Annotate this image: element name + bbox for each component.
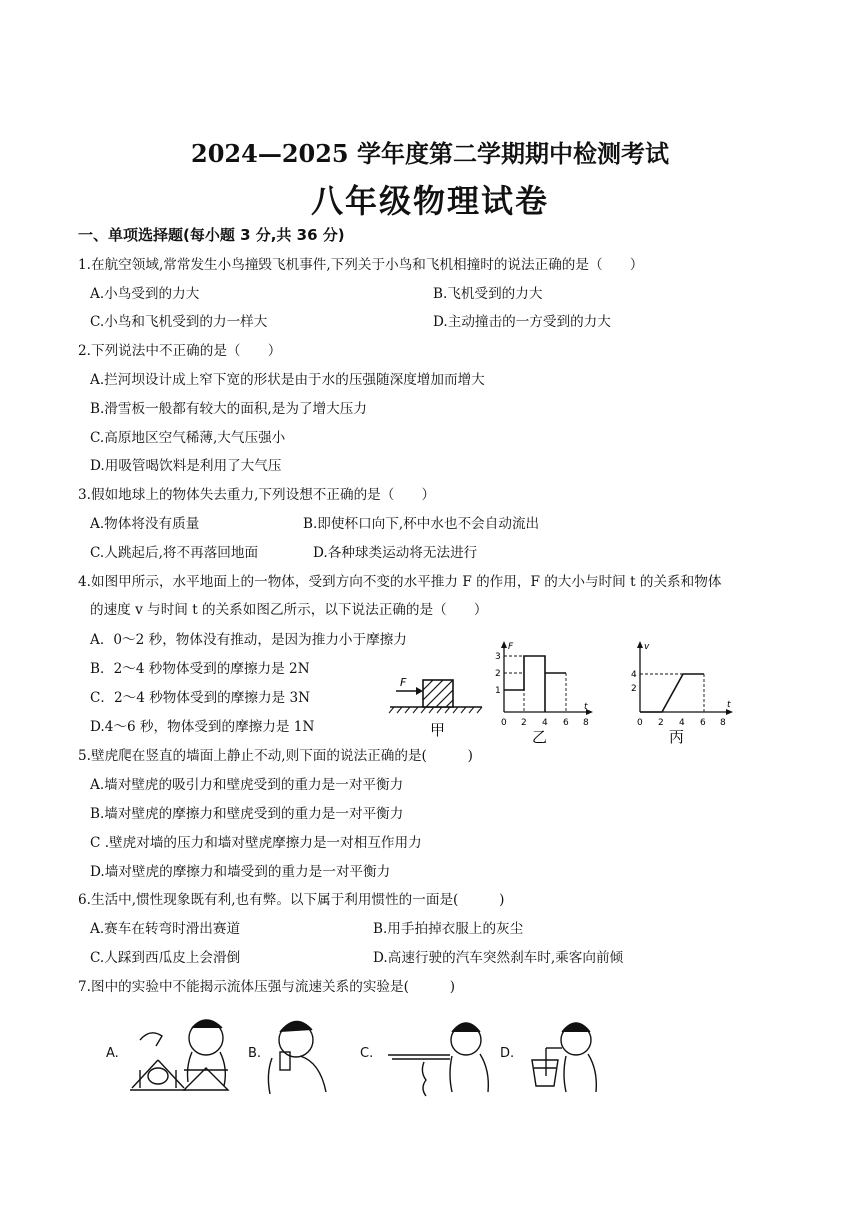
t-tick-6-b: 6 [700, 718, 706, 728]
q6-option-b: B.用手拍掉衣服上的灰尘 [373, 921, 524, 937]
q5-option-c: C .壁虎对墙的压力和墙对壁虎摩擦力是一对相互作用力 [90, 835, 422, 851]
figure-b-label: B. [248, 1046, 262, 1061]
f-tick-3: 3 [495, 652, 501, 662]
v-tick-2: 2 [631, 684, 637, 694]
q1-option-c: C.小鸟和飞机受到的力一样大 [90, 314, 268, 330]
t-tick-2-b: 2 [658, 718, 664, 728]
q1-option-b: B.飞机受到的力大 [433, 286, 543, 302]
exam-subtitle: 八年级物理试卷 [310, 182, 549, 220]
figure-bing-label: 丙 [669, 728, 685, 746]
q1-stem: 1.在航空领域,常常发生小鸟撞毁飞机事件,下列关于小鸟和飞机相撞时的说法正确的是（ ） [78, 257, 644, 273]
q6-stem: 6.生活中,惯性现象既有利,也有弊。以下属于利用惯性的一面是( ) [78, 892, 505, 908]
q2-stem: 2.下列说法中不正确的是（ ） [78, 343, 282, 359]
q7-figures [100, 1010, 620, 1100]
t-tick-0-b: 0 [637, 718, 643, 728]
figure-jia [389, 676, 482, 739]
force-label: F [400, 676, 407, 689]
figure-jia-label: 甲 [430, 721, 446, 739]
q2-option-b: B.滑雪板一般都有较大的面积,是为了增大压力 [90, 401, 367, 417]
q5-option-a: A.墙对壁虎的吸引力和壁虎受到的重力是一对平衡力 [90, 777, 404, 793]
q6-option-c: C.人踩到西瓜皮上会滑倒 [90, 950, 241, 966]
force-time-line [504, 656, 545, 712]
figure-yi [495, 641, 593, 746]
q6-option-a: A.赛车在转弯时滑出赛道 [90, 921, 241, 937]
v-tick-4: 4 [631, 670, 637, 680]
figure-c [360, 1023, 488, 1096]
q5-option-d: D.墙对壁虎的摩擦力和墙受到的重力是一对平衡力 [90, 864, 391, 880]
f-axis-label: F [508, 642, 514, 652]
q5-option-b: B.墙对壁虎的摩擦力和壁虎受到的重力是一对平衡力 [90, 806, 404, 822]
figure-d [500, 1023, 596, 1092]
q3-stem: 3.假如地球上的物体失去重力,下列设想不正确的是（ ） [78, 487, 436, 503]
velocity-time-line [640, 674, 704, 712]
q3-option-a: A.物体将没有质量 [90, 516, 200, 532]
q4-stem-line2: 的速度 v 与时间 t 的关系如图乙所示，以下说法正确的是（ ） [90, 602, 488, 618]
figure-d-label: D. [500, 1046, 515, 1061]
q4-option-d: D.4～6 秒，物体受到的摩擦力是 1N [90, 719, 315, 735]
q6-option-d: D.高速行驶的汽车突然刹车时,乘客向前倾 [373, 950, 624, 966]
t-tick-0: 0 [501, 718, 507, 728]
q2-option-a: A.拦河坝设计成上窄下宽的形状是由于水的压强随深度增加而增大 [90, 372, 485, 388]
t-axis-label-yi: t [584, 702, 588, 712]
exam-title: 2024—2025 学年度第二学期期中检测考试 [191, 139, 669, 168]
q1-option-d: D.主动撞击的一方受到的力大 [433, 314, 611, 330]
q4-option-a: A．0～2 秒，物体没有推动，是因为推力小于摩擦力 [90, 632, 407, 648]
q4-figures [386, 638, 756, 754]
figure-a [106, 1020, 228, 1090]
figure-b [248, 1021, 326, 1094]
figure-bing [631, 641, 733, 746]
t-axis-label-bing: t [727, 700, 731, 710]
figure-yi-label: 乙 [532, 728, 548, 746]
v-axis-label: v [644, 642, 650, 652]
t-tick-2: 2 [521, 718, 527, 728]
q3-option-c: C.人跳起后,将不再落回地面 [90, 545, 259, 561]
q4-option-c: C．2～4 秒物体受到的摩擦力是 3N [90, 690, 311, 706]
q7-stem: 7.图中的实验中不能揭示流体压强与流速关系的实验是( ) [78, 979, 456, 995]
q3-option-d: D.各种球类运动将无法进行 [313, 545, 478, 561]
t-tick-4-b: 4 [679, 718, 685, 728]
f-tick-1: 1 [495, 686, 501, 696]
f-tick-2: 2 [495, 669, 501, 679]
t-tick-4: 4 [542, 718, 548, 728]
t-tick-8-b: 8 [720, 718, 726, 728]
q3-option-b: B.即使杯口向下,杯中水也不会自动流出 [303, 516, 540, 532]
q2-option-d: D.用吸管喝饮料是利用了大气压 [90, 458, 282, 474]
q4-option-b: B．2～4 秒物体受到的摩擦力是 2N [90, 661, 310, 677]
q5-stem: 5.壁虎爬在竖直的墙面上静止不动,则下面的说法正确的是( ) [78, 748, 473, 764]
q1-option-a: A.小鸟受到的力大 [90, 286, 200, 302]
q4-stem-line1: 4.如图甲所示，水平地面上的一物体，受到方向不变的水平推力 F 的作用，F 的大小与时间 t 的关系和物体 [78, 574, 722, 590]
t-tick-8: 8 [583, 718, 589, 728]
figure-a-label: A. [106, 1046, 119, 1061]
figure-c-label: C. [360, 1046, 374, 1061]
section-heading: 一、单项选择题(每小题 3 分,共 36 分) [78, 226, 345, 244]
t-tick-6: 6 [563, 718, 569, 728]
q2-option-c: C.高原地区空气稀薄,大气压强小 [90, 430, 286, 446]
